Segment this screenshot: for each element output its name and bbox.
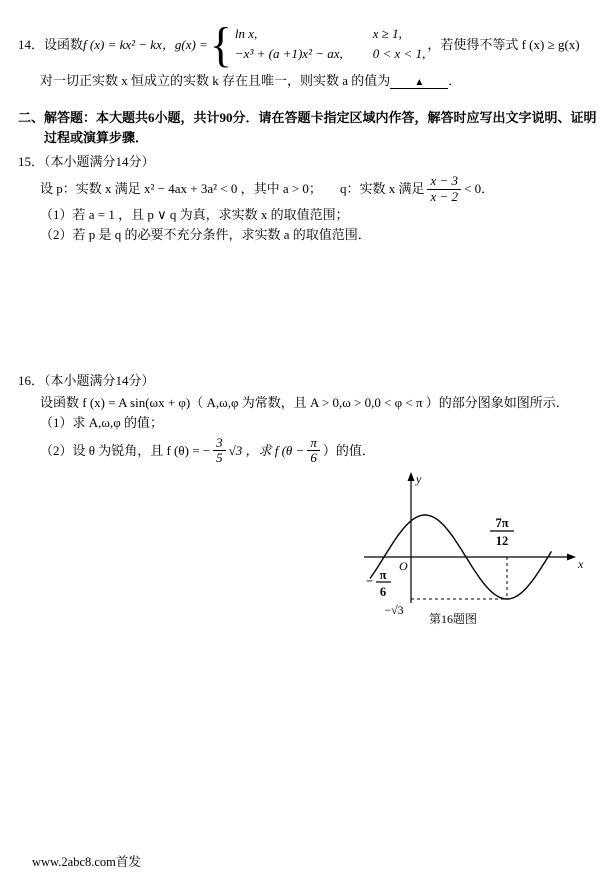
- problem-14-tail: ，若使得不等式 f (x) ≥ g(x): [427, 36, 580, 52]
- function-f-definition: f (x) = kx² − kx，: [83, 36, 175, 52]
- neg-sqrt3-label: −√3: [384, 603, 404, 618]
- piecewise-row1-expression: ln x,: [234, 26, 258, 42]
- fraction-denominator: x − 2: [430, 188, 458, 204]
- problem-16-heading: 16．（本小题满分14分）: [18, 373, 155, 389]
- condition-q-text: q：实数 x 满足: [339, 181, 425, 197]
- problem-16-item2-part-a: （2）设 θ 为锐角，且 f (θ) = −: [40, 442, 211, 458]
- problem-16-item-2: [40, 436, 604, 467]
- fraction-3-over-5: [213, 436, 226, 467]
- piecewise-brace: {: [209, 17, 232, 72]
- condition-p-text: 设 p：实数 x 满足 x² − 4ax + 3a² < 0 ，其中 a > 0；: [40, 181, 322, 197]
- problem-14-number: 14．: [18, 36, 45, 52]
- x-axis-label: x: [578, 557, 584, 572]
- fraction-denominator: 6: [310, 450, 317, 466]
- problem-16-item-1: （1）求 A,ω,φ 的值；: [40, 415, 163, 431]
- problem-14-intro: 设函数: [44, 36, 84, 52]
- answer-blank: [390, 77, 448, 89]
- problem-16-item2-part-c: ）的值．: [322, 442, 375, 458]
- fraction-numerator: 3: [213, 436, 226, 452]
- twelve-denominator: 12: [495, 534, 509, 549]
- y-axis-label: y: [416, 472, 422, 487]
- piecewise-rows: [235, 26, 425, 63]
- fraction-pi-over-6: [307, 436, 320, 467]
- problem-16-intro: 设函数 f (x) = A sin(ωx + φ)（ A,ω,φ 为常数，且 A > 0,ω > 0,0 < φ < π ）的部分图象如图所示．: [40, 395, 569, 411]
- function-g-lhs: g(x) =: [174, 36, 208, 52]
- problem-14-line2: [40, 71, 604, 91]
- fraction-denominator: 5: [216, 450, 223, 466]
- problem-14-statement: 对一切正实数 x 恒成立的实数 k 存在且唯一，则实数 a 的值为: [40, 73, 391, 89]
- fraction-numerator: π: [307, 436, 320, 452]
- pi-numerator: π: [379, 568, 387, 583]
- x-axis-arrow: [567, 554, 576, 561]
- section-2-heading: 二、解答题：本大题共6小题，共计90分．请在答题卡指定区域内作答，解答时应写出文字说明、证明过程或演算步骤．: [18, 109, 597, 145]
- sine-graph-svg: [356, 470, 592, 634]
- problem-14-line1: [18, 17, 604, 72]
- six-denominator: 6: [379, 585, 387, 600]
- problem-16-item2-part-b: √3 ，求 f (θ −: [228, 442, 305, 458]
- piecewise-row2-expression: −x³ + (a +1)x² − ax,: [234, 46, 343, 62]
- piecewise-function: [209, 17, 426, 72]
- condition-q-inequality: < 0．: [464, 181, 495, 197]
- minus-sign: −: [366, 574, 374, 589]
- figure-caption: 第16题图: [428, 612, 478, 627]
- problem-14-period: ．: [448, 73, 462, 89]
- y-axis-arrow: [408, 472, 415, 481]
- figure-16-graph: [356, 470, 592, 634]
- seven-pi-numerator: 7π: [495, 516, 509, 531]
- problem-15-conditions: [40, 174, 604, 205]
- piecewise-row2-condition: 0 < x < 1,: [372, 46, 426, 62]
- problem-15-item-2: （2）若 p 是 q 的必要不充分条件，求实数 a 的取值范围．: [40, 226, 371, 242]
- origin-label: O: [399, 559, 408, 574]
- answer-triangle-mark: ▲: [414, 77, 425, 89]
- site-watermark: www.2abc8.com首发: [32, 855, 141, 869]
- piecewise-row1-condition: x ≥ 1,: [372, 26, 402, 42]
- fraction-x-minus-3-over-x-minus-2: [427, 174, 461, 205]
- fraction-numerator: x − 3: [427, 174, 461, 190]
- problem-15-heading: 15．（本小题满分14分）: [18, 153, 155, 169]
- problem-15-item-1: （1）若 a = 1 ，且 p ∨ q 为真，求实数 x 的取值范围；: [40, 206, 349, 222]
